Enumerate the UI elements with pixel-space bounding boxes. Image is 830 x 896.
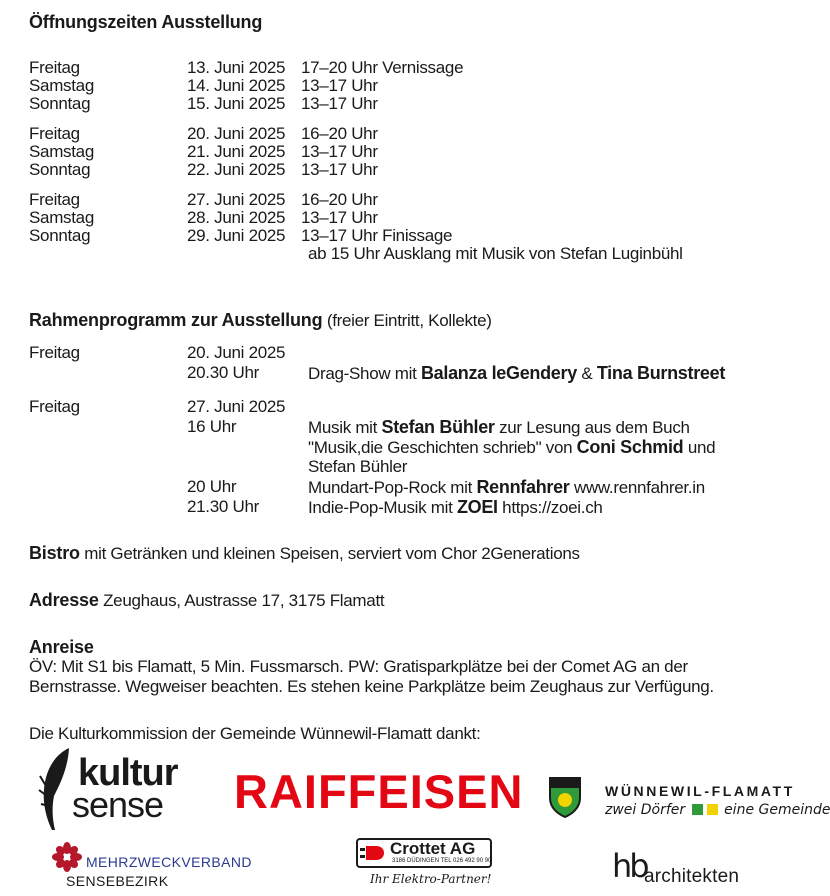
opening-title: Öffnungszeiten Ausstellung: [29, 12, 263, 32]
program-title-line: [29, 310, 492, 331]
raiffeisen-logo: RAIFFEISEN: [234, 765, 524, 818]
bistro-label: Bistro: [29, 543, 80, 563]
feather-icon: [36, 746, 76, 832]
wuennewil-flamatt-logo: WÜNNEWIL-FLAMATT zwei Dörfer eine Gemeinde: [548, 776, 818, 826]
crottet-logo: Crottet AG 3186 DÜDINGEN TEL 026 492 90 90 Ihr Elektro-Partner!: [356, 838, 506, 892]
travel-line: Bernstrasse. Wegweiser beachten. Es stehen keine Parkplätze beim Zeughaus zur Verfügung.: [29, 677, 714, 696]
green-square-icon: [692, 804, 703, 815]
program-title-note: (freier Eintritt, Kollekte): [326, 311, 492, 330]
yellow-square-icon: [707, 804, 718, 815]
bistro-line: Bistro mit Getränken und kleinen Speisen, serviert vom Chor 2Generations: [29, 543, 580, 563]
plug-icon: [360, 845, 388, 861]
hb-architekten-logo: hb architekten: [612, 847, 740, 887]
program-title: Rahmenprogramm zur Ausstellung: [29, 310, 323, 330]
kultursense-logo: kultur sense: [36, 746, 196, 832]
mehrzweckverband-logo: MEHRZWECKVERBAND SENSEBEZIRK: [52, 840, 252, 890]
travel-line: ÖV: Mit S1 bis Flamatt, 5 Min. Fussmarsch. PW: Gratisparkplätze bei der Comet AG an der: [29, 657, 688, 676]
wf-subtitle: zwei Dörfer eine Gemeinde: [605, 802, 830, 818]
thanks-line: Die Kulturkommission der Gemeinde Wünnewil-Flamatt dankt:: [29, 724, 481, 743]
address-label: Adresse: [29, 590, 99, 610]
travel-label: Anreise: [29, 637, 94, 657]
coat-of-arms-icon: [548, 776, 582, 818]
star-flower-icon: [52, 842, 82, 872]
address-line: Adresse Zeughaus, Austrasse 17, 3175 Flamatt: [29, 590, 385, 610]
